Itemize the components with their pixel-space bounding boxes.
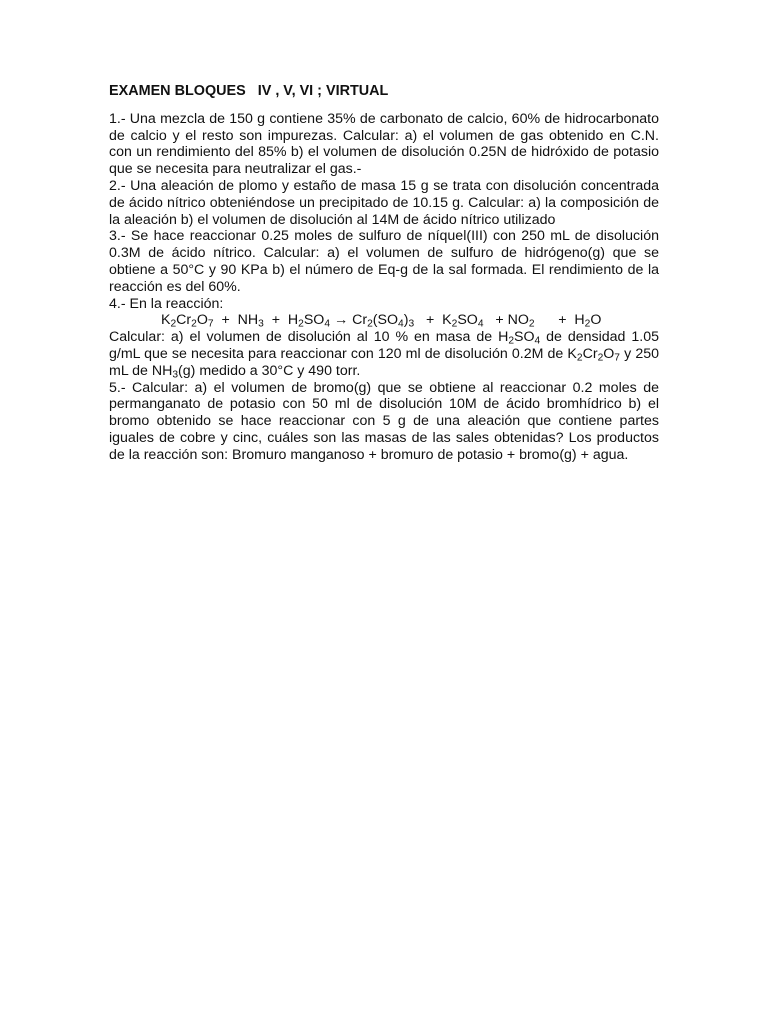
problem-3: 3.- Se hace reaccionar 0.25 moles de sulfuro de níquel(III) con 250 mL de disolución 0.3M de ácido nítrico. Calcular: a) el volumen de sulfuro de hidrógeno(g) que se obtiene a 50°C y 90 KPa b) el número de Eq-g de la sal formada. El rendimiento de la reacción es del 60%. xyxy=(109,228,659,295)
problem-4-text: Calcular: a) el volumen de disolución al 10 % en masa de $H_2SO_4$ de densidad 1.05 g/mL que se necesita para reaccionar con 120 ml de disolución 0.2M de $K_2Cr_2O_7$ y 250 mL de $NH_3(g)$ medido a 30°C y 490 torr. xyxy=(109,329,659,381)
exam-title: EXAMEN BLOQUES IV , V, VI ; VIRTUAL xyxy=(109,83,389,99)
plus-sign: + xyxy=(495,312,504,329)
formula-k2so4: $K_2SO_4$ xyxy=(442,312,484,330)
problem-5: 5.- Calcular: a) el volumen de bromo(g) que se obtiene al reaccionar 0.2 moles de permanganato de potasio con 50 ml de disolución 10M de ácido bromhídrico b) el bromo obtenido se hace reaccionar con 5 g de una aleación que contiene partes iguales de cobre y cinc, cuáles son las masas de las sales obtenidas? Los productos de la reacción son: Bromuro manganoso + bromuro de potasio + bromo(g) + agua. xyxy=(109,379,659,463)
formula-k2cr2o7: $K_2Cr_2O_7$ xyxy=(161,312,214,330)
formula-h2o: $H_2O$ xyxy=(574,312,602,330)
plus-sign: + xyxy=(221,312,230,329)
formula-nh3: $NH_3$ xyxy=(237,312,264,330)
formula-cr2so43: $Cr_2(SO_4)_3$ xyxy=(352,312,415,330)
plus-sign: + xyxy=(425,312,435,329)
reaction-arrow-icon: → xyxy=(333,312,349,329)
plus-sign: + xyxy=(271,312,281,329)
formula-no2: $NO_2$ xyxy=(507,312,535,330)
formula-h2so4: $H_2SO_4$ xyxy=(287,312,331,330)
problem-2: 2.- Una aleación de plomo y estaño de masa 15 g se trata con disolución concentrada de ácido nítrico obteniéndose un precipitado de 10.15 g. Calcular: a) la composición de la aleación b) el volumen de disolución al 14M de ácido nítrico utilizado xyxy=(109,177,659,228)
problem-4-intro: 4.- En la reacción: xyxy=(109,295,224,312)
exam-document xyxy=(109,83,659,464)
chemical-equation xyxy=(109,312,659,329)
problem-1: 1.- Una mezcla de 150 g contiene 35% de carbonato de calcio, 60% de hidrocarbonato de calcio y el resto son impurezas. Calcular: a) el volumen de gas obtenido en C.N. con un rendimiento del 85% b) el volumen de disolución 0.25N de hidróxido de potasio que se necesita para neutralizar el gas.- xyxy=(109,110,659,178)
plus-sign: + xyxy=(558,312,567,329)
